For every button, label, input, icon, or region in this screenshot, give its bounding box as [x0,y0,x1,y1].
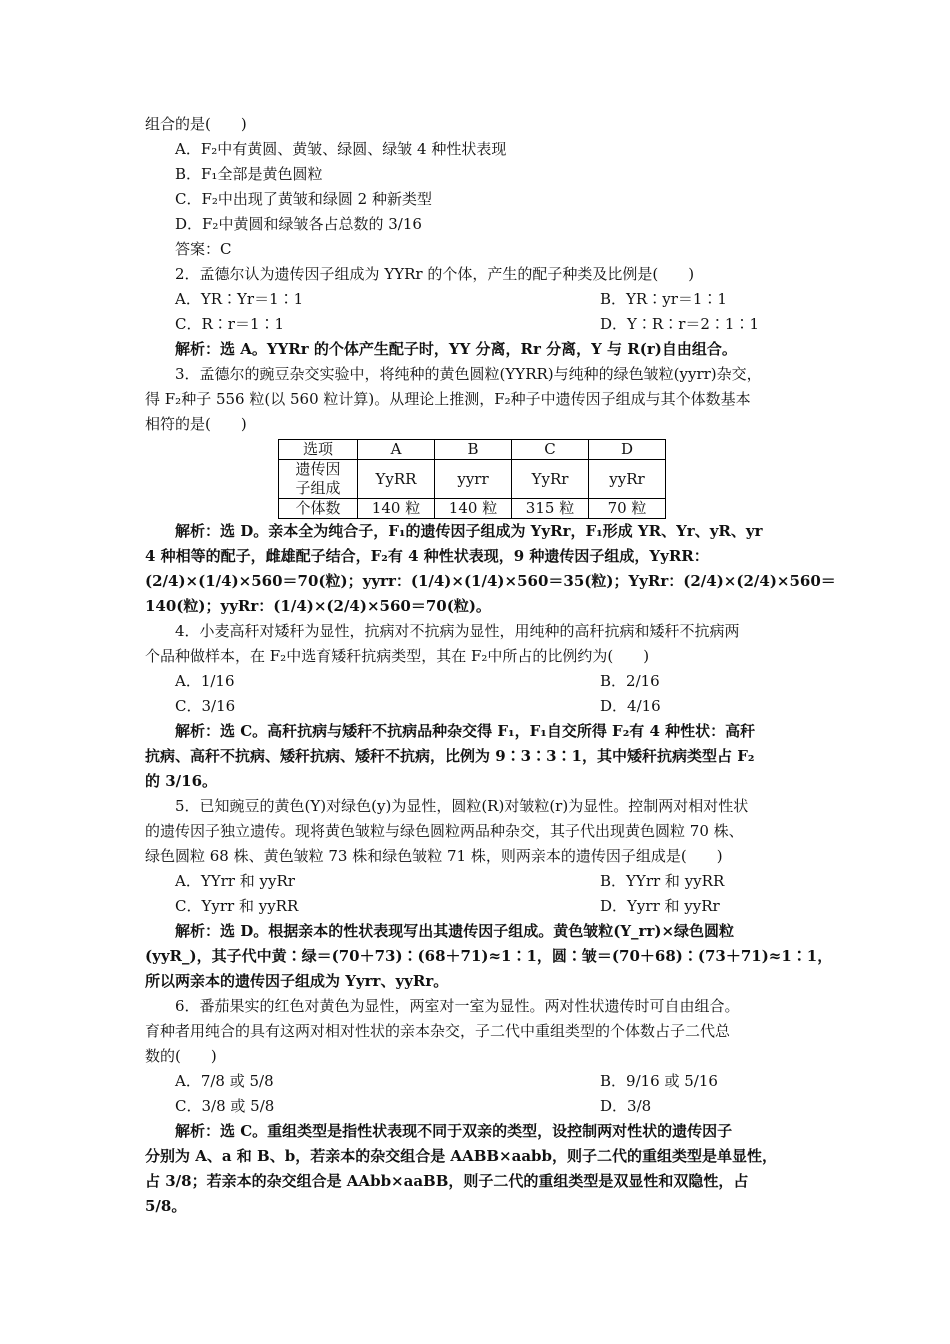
table-row-label [279,460,358,499]
table-cell: 315 粒 [512,499,589,519]
q3-stem-1: 3．孟德尔的豌豆杂交实验中，将纯种的黄色圆粒(YYRR)与纯种的绿色皱粒(yyrr)杂交， [175,365,762,383]
q1-option-a: A．F₂中有黄圆、黄皱、绿圆、绿皱 4 种性状表现 [175,140,507,158]
q5-analysis-1: 解析：选 D。根据亲本的性状表现写出其遗传因子组成。黄色皱粒(Y_rr)×绿色圆粒 [175,922,735,940]
q5-option-b: B．YYrr 和 yyRR [600,872,725,890]
q6-option-b: B．9/16 或 5/16 [600,1072,718,1090]
q2-option-a: A．YR∶Yr＝1∶1 [175,290,304,308]
document-page [145,112,836,1219]
q2-options-row1 [145,287,810,312]
q5-options-row2 [145,894,810,919]
q5-stem-2: 的遗传因子独立遗传。现将黄色皱粒与绿色圆粒两品种杂交，其子代出现黄色圆粒 70 株、 [145,822,744,840]
table-cell: yyRr [589,460,666,499]
table-cell: 70 粒 [589,499,666,519]
table-cell: 140 粒 [358,499,435,519]
q4-option-b: B．2/16 [600,672,660,690]
q5-stem-1: 5．已知豌豆的黄色(Y)对绿色(y)为显性，圆粒(R)对皱粒(r)为显性。控制两对相对性状 [175,797,749,815]
q3-table [278,439,666,519]
q4-option-a: A．1/16 [175,672,235,690]
q5-analysis-3: 所以两亲本的遗传因子组成为 Yyrr、yyRr。 [145,972,449,990]
q3-analysis-3: (2/4)×(1/4)×560＝70(粒)；yyrr：(1/4)×(1/4)×560＝35(粒)；YyRr：(2/4)×(2/4)×560＝ [145,572,836,590]
q3-analysis-1: 解析：选 D。亲本全为纯合子，F₁的遗传因子组成为 YyRr，F₁形成 YR、Yr、yR、yr [175,522,763,540]
q4-stem-1: 4．小麦高秆对矮秆为显性，抗病对不抗病为显性，用纯种的高秆抗病和矮秆不抗病两 [175,622,740,640]
q6-analysis-3: 占 3/8；若亲本的杂交组合是 AAbb×aaBB，则子二代的重组类型是双显性和双隐性，占 [145,1172,749,1190]
q5-options-row1 [145,869,810,894]
q6-option-a: A．7/8 或 5/8 [175,1072,274,1090]
q4-analysis-2: 抗病、高秆不抗病、矮秆抗病、矮秆不抗病，比例为 9∶3∶3∶1，其中矮秆抗病类型占 F₂ [145,747,755,765]
q6-options-row2 [145,1094,810,1119]
q4-option-c: C．3/16 [175,697,236,715]
table-cell: 选项 [279,440,358,460]
q2-option-c: C．R∶r＝1∶1 [175,315,285,333]
table-row-label: 个体数 [279,499,358,519]
q5-analysis-2: (yyR_)，其子代中黄∶绿＝(70＋73)∶(68＋71)≈1∶1，圆∶皱＝(70＋68)∶(73＋71)≈1∶1， [145,947,833,965]
q4-options-row1 [145,669,810,694]
table-cell: C [512,440,589,460]
q1-option-c: C．F₂中出现了黄皱和绿圆 2 种新类型 [175,190,432,208]
q6-stem-2: 育种者用纯合的具有这两对相对性状的亲本杂交，子二代中重组类型的个体数占子二代总 [145,1022,731,1040]
q6-option-d: D．3/8 [600,1097,652,1115]
q6-option-c: C．3/8 或 5/8 [175,1097,275,1115]
q5-option-d: D．Yyrr 和 yyRr [600,897,720,915]
table-cell: YyRR [358,460,435,499]
table-cell: A [358,440,435,460]
q6-stem-3: 数的( ) [145,1047,217,1065]
q5-option-a: A．YYrr 和 yyRr [175,872,295,890]
table-cell: YyRr [512,460,589,499]
q5-stem-3: 绿色圆粒 68 株、黄色皱粒 73 株和绿色皱粒 71 株，则两亲本的遗传因子组成是( ) [145,847,723,865]
q4-stem-2: 个品种做样本，在 F₂中选育矮秆抗病类型，其在 F₂中所占的比例约为( ) [145,647,650,665]
q2-option-d: D．Y∶R∶r＝2∶1∶1 [600,315,760,333]
table-cell: B [435,440,512,460]
q4-analysis-1: 解析：选 C。高秆抗病与矮秆不抗病品种杂交得 F₁，F₁自交所得 F₂有 4 种性状：高秆 [175,722,756,740]
table-cell: yyrr [435,460,512,499]
q3-stem-2: 得 F₂种子 556 粒(以 560 粒计算)。从理论上推测，F₂种子中遗传因子组成与其个体数基本 [145,390,751,408]
q2-analysis: 解析：选 A。YYRr 的个体产生配子时，YY 分离，Rr 分离，Y 与 R(r)自由组合。 [175,340,737,358]
q2-option-b: B．YR∶yr＝1∶1 [600,290,727,308]
label-line-1: 遗传因 [295,460,341,478]
q1-option-d: D．F₂中黄圆和绿皱各占总数的 3/16 [175,215,422,233]
q4-option-d: D．4/16 [600,697,661,715]
label-line-2: 子组成 [295,479,341,497]
q6-analysis-1: 解析：选 C。重组类型是指性状表现不同于双亲的类型，设控制两对性状的遗传因子 [175,1122,733,1140]
table-row [279,499,666,519]
table-header-row [279,440,666,460]
q2-stem: 2．孟德尔认为遗传因子组成为 YYRr 的个体，产生的配子种类及比例是( ) [175,265,695,283]
q3-stem-3: 相符的是( ) [145,415,247,433]
q1-option-b: B．F₁全部是黄色圆粒 [175,165,323,183]
q3-analysis-2: 4 种相等的配子，雌雄配子结合，F₂有 4 种性状表现，9 种遗传因子组成，YyRR： [145,547,709,565]
table-row [279,460,666,499]
q6-stem-1: 6．番茄果实的红色对黄色为显性，两室对一室为显性。两对性状遗传时可自由组合。 [175,997,740,1015]
q2-options-row2 [145,312,810,337]
q1-stem-tail: 组合的是( ) [145,115,247,133]
table-cell: 140 粒 [435,499,512,519]
q6-analysis-2: 分别为 A、a 和 B、b，若亲本的杂交组合是 AABB×aabb，则子二代的重组类型是单显性， [145,1147,778,1165]
q4-analysis-3: 的 3/16。 [145,772,218,790]
table-cell: D [589,440,666,460]
q5-option-c: C．Yyrr 和 yyRR [175,897,299,915]
q4-options-row2 [145,694,810,719]
q6-analysis-4: 5/8。 [145,1197,187,1215]
q3-analysis-4: 140(粒)；yyRr：(1/4)×(2/4)×560＝70(粒)。 [145,597,491,615]
q6-options-row1 [145,1069,810,1094]
q1-answer: 答案：C [175,240,232,258]
